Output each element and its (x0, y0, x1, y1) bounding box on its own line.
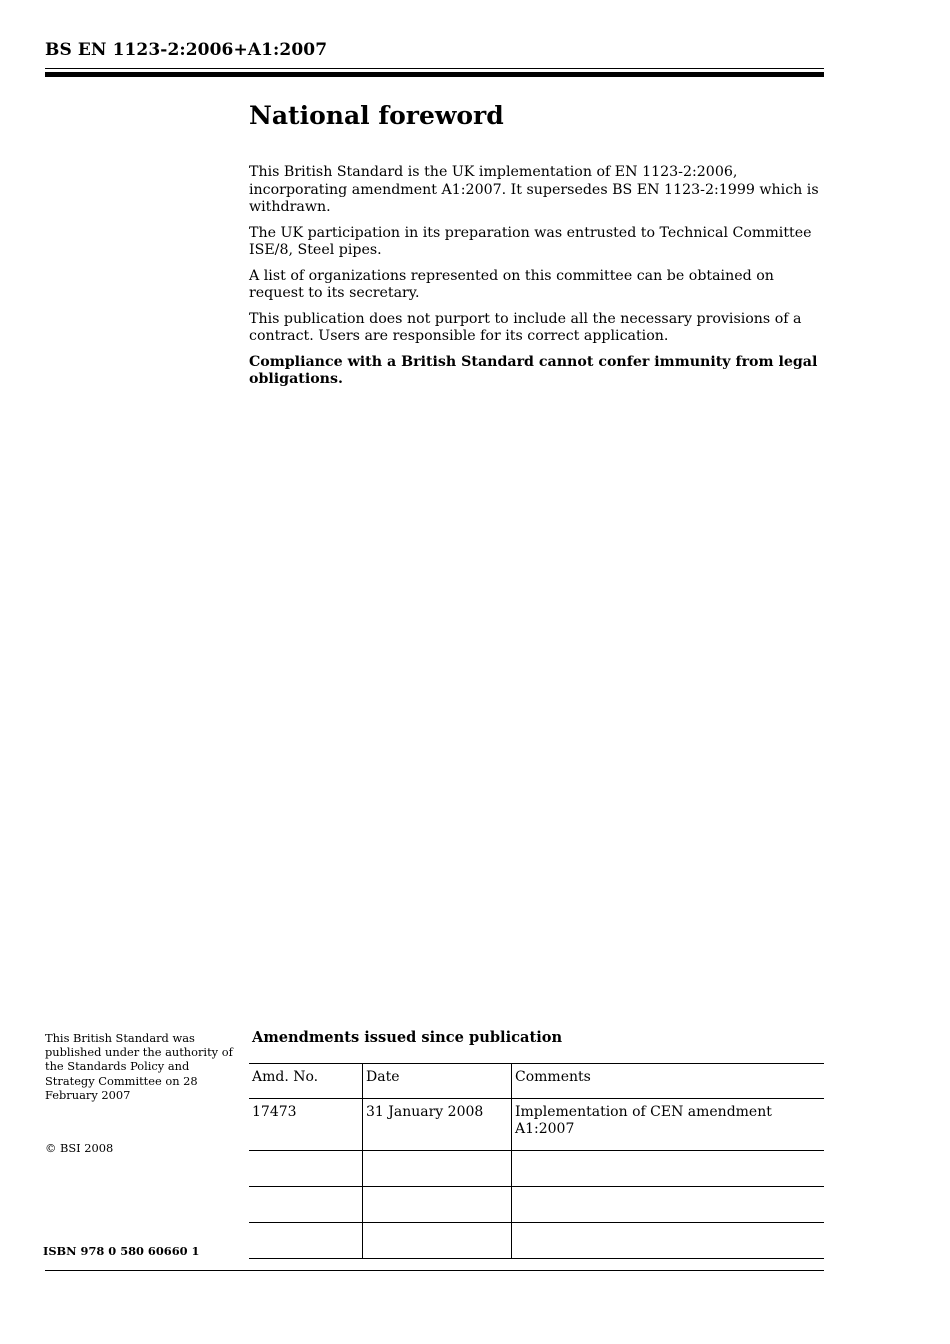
cell-comments: Implementation of CEN amendment A1:2007 (512, 1099, 825, 1151)
paragraph-committee: The UK participation in its preparation was entrusted to Technical Committee ISE/8, Steel pipes. (249, 224, 812, 258)
column-header-date: Date (363, 1064, 512, 1099)
cell-amd-no (249, 1151, 363, 1187)
publication-note: This British Standard was published under the authority of the Standards Policy and Strategy Committee on 28 February 2007 (45, 1031, 233, 1102)
table-row (249, 1187, 824, 1223)
cell-amd-no (249, 1223, 363, 1259)
paragraph-provisions: This publication does not purport to include all the necessary provisions of a contract. Users are responsible for its correct application. (249, 310, 802, 344)
isbn: ISBN 978 0 580 60660 1 (43, 1244, 200, 1258)
cell-comments (512, 1151, 825, 1187)
paragraph-implementation: This British Standard is the UK implementation of EN 1123-2:2006, incorporating amendment A1:2007. It supersedes BS EN 1123-2:1999 which is withdrawn. (249, 164, 819, 215)
cell-date (363, 1151, 512, 1187)
table-row (249, 1223, 824, 1259)
cell-date (363, 1223, 512, 1259)
paragraph-organizations: A list of organizations represented on this committee can be obtained on request to its secretary. (249, 267, 774, 301)
copyright-notice: © BSI 2008 (45, 1141, 114, 1155)
table-row (249, 1099, 824, 1151)
cell-date: 31 January 2008 (363, 1099, 512, 1151)
page-title: National foreword (249, 101, 504, 130)
footer-rule (45, 1270, 824, 1271)
header-rule-thick (45, 72, 824, 77)
cell-comments (512, 1223, 825, 1259)
cell-date (363, 1187, 512, 1223)
foreword-body (249, 164, 829, 397)
column-header-amd-no: Amd. No. (249, 1064, 363, 1099)
compliance-statement: Compliance with a British Standard cannot confer immunity from legal obligations. (249, 353, 818, 387)
document-id: BS EN 1123-2:2006+A1:2007 (45, 40, 328, 60)
header-rule-thin (45, 68, 824, 69)
cell-amd-no (249, 1187, 363, 1223)
column-header-comments: Comments (512, 1064, 825, 1099)
cell-comments (512, 1187, 825, 1223)
table-header-row (249, 1064, 824, 1099)
publication-sidebar (45, 1031, 235, 1155)
amendments-table (249, 1063, 824, 1259)
amendments-heading: Amendments issued since publication (252, 1029, 563, 1046)
cell-amd-no: 17473 (249, 1099, 363, 1151)
table-row (249, 1151, 824, 1187)
